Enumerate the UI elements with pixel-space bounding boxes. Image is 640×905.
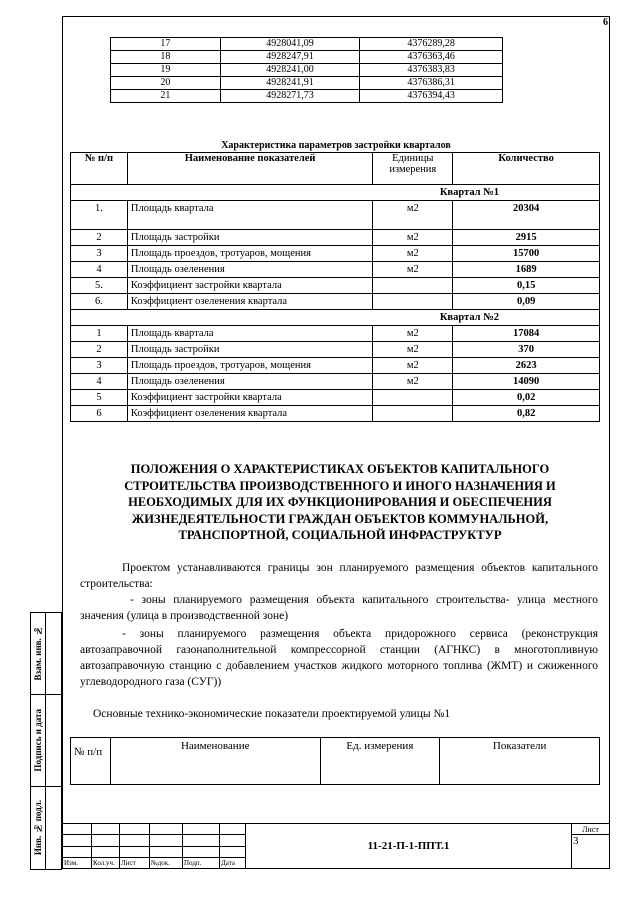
coordinate-cell-x: 4928041,09: [220, 38, 360, 51]
param-cell-name: Площадь квартала: [127, 201, 372, 230]
param-cell-qty: 17084: [453, 326, 600, 342]
block-header-row: [71, 310, 600, 326]
param-cell-name: Коэффициент застройки квартала: [127, 278, 372, 294]
coordinates-table: [110, 37, 503, 103]
param-cell-unit: [373, 406, 453, 422]
param-cell-qty: 370: [453, 342, 600, 358]
param-row: [71, 262, 600, 278]
param-cell-n: 1.: [71, 201, 128, 230]
param-cell-unit: [373, 294, 453, 310]
param-cell-name: Коэффициент озеленения квартала: [127, 406, 372, 422]
col-header-name: Наименование показателей: [127, 153, 372, 185]
param-row: [71, 246, 600, 262]
param-cell-qty: 0,09: [453, 294, 600, 310]
param-row: [71, 406, 600, 422]
coordinate-cell-y: 4376386,31: [360, 77, 503, 90]
coordinate-cell-n: 21: [111, 90, 221, 103]
param-cell-unit: м2: [373, 230, 453, 246]
stamp-label-izm: Изм.: [63, 857, 92, 868]
zone-item-1: - зоны планируемого размещения объекта капитального строительства- улица местного значения (улица в производственной зоне): [80, 594, 598, 622]
approval-sidebar: [30, 612, 62, 869]
coordinate-cell-x: 4928241,91: [220, 77, 360, 90]
tep-header-name: Наименование: [110, 738, 320, 785]
param-cell-qty: 20304: [453, 201, 600, 230]
sidebar-podpis-label: Подпись и дата: [32, 709, 43, 772]
coordinate-cell-n: 20: [111, 77, 221, 90]
param-cell-n: 3: [71, 246, 128, 262]
param-row: [71, 358, 600, 374]
param-row: [71, 294, 600, 310]
stamp-label-podp: Подп.: [183, 857, 220, 868]
coordinate-cell-x: 4928271,73: [220, 90, 360, 103]
param-cell-n: 5.: [71, 278, 128, 294]
coordinate-cell-y: 4376363,46: [360, 51, 503, 64]
page-number: 6: [603, 17, 608, 28]
tep-header-value: Показатели: [440, 738, 600, 785]
coordinate-cell-x: 4928241,00: [220, 64, 360, 77]
param-row: [71, 374, 600, 390]
coordinate-cell-x: 4928247,91: [220, 51, 360, 64]
param-cell-unit: м2: [373, 326, 453, 342]
param-cell-name: Площадь застройки: [127, 342, 372, 358]
stamp-label-kol: Кол.уч.: [92, 857, 120, 868]
param-cell-name: Площадь проездов, тротуаров, мощения: [127, 246, 372, 262]
param-cell-qty: 0,82: [453, 406, 600, 422]
param-cell-qty: 0,15: [453, 278, 600, 294]
sidebar-vzam-label: Взам. инв. №: [32, 626, 43, 681]
param-cell-name: Площадь проездов, тротуаров, мощения: [127, 358, 372, 374]
param-cell-qty: 15700: [453, 246, 600, 262]
param-cell-n: 4: [71, 374, 128, 390]
coordinate-row: [111, 77, 503, 90]
param-cell-n: 5: [71, 390, 128, 406]
param-cell-unit: м2: [373, 246, 453, 262]
param-cell-name: Площадь озеленения: [127, 262, 372, 278]
param-cell-name: Площадь застройки: [127, 230, 372, 246]
param-cell-n: 2: [71, 230, 128, 246]
stamp-label-data: Дата: [220, 857, 246, 868]
param-cell-qty: 2915: [453, 230, 600, 246]
coordinate-row: [111, 38, 503, 51]
param-cell-name: Площадь квартала: [127, 326, 372, 342]
coordinate-row: [111, 90, 503, 103]
param-row: [71, 278, 600, 294]
param-cell-unit: м2: [373, 262, 453, 278]
param-cell-qty: 0,02: [453, 390, 600, 406]
param-cell-unit: [373, 278, 453, 294]
coordinate-cell-n: 18: [111, 51, 221, 64]
coordinate-cell-y: 4376394,43: [360, 90, 503, 103]
coordinate-cell-n: 19: [111, 64, 221, 77]
col-header-qty: Количество: [453, 153, 600, 185]
block-header-row: [71, 185, 600, 201]
params-table: [70, 152, 600, 422]
tep-table: [70, 737, 600, 785]
col-header-unit: Единицы измерения: [373, 153, 453, 185]
param-row: [71, 201, 600, 230]
tep-caption: Основные технико-экономические показатели проектируемой улицы №1: [93, 708, 451, 720]
stamp-label-list: Лист: [120, 857, 150, 868]
params-table-title: Характеристика параметров застройки кварталов: [221, 140, 451, 151]
title-block: [62, 823, 610, 869]
block-label: Квартал №1: [71, 185, 600, 201]
coordinate-row: [111, 64, 503, 77]
param-row: [71, 390, 600, 406]
sheet-number: 3: [572, 835, 610, 869]
param-cell-name: Площадь озеленения: [127, 374, 372, 390]
param-cell-unit: м2: [373, 374, 453, 390]
intro-paragraph: Проектом устанавливаются границы зон планируемого размещения объектов капитального строительства:: [80, 562, 598, 590]
param-cell-n: 6.: [71, 294, 128, 310]
tep-header-num: № п/п: [71, 738, 111, 785]
section-heading: ПОЛОЖЕНИЯ О ХАРАКТЕРИСТИКАХ ОБЪЕКТОВ КАПИТАЛЬНОГО СТРОИТЕЛЬСТВА ПРОИЗВОДСТВЕННОГО И ИНОГО НАЗНАЧЕНИЯ И НЕОБХОДИМЫХ ДЛЯ ИХ ФУНКЦИОНИРОВАНИЯ И ОБЕСПЕЧЕНИЯ ЖИЗНЕДЕЯТЕЛЬНОСТИ ГРАЖДАН ОБЪЕКТОВ КОММУНАЛЬНОЙ, ТРАНСПОРТНОЙ, СОЦИАЛЬНОЙ ИНФРАСТРУКТУР: [124, 462, 556, 542]
param-row: [71, 326, 600, 342]
param-cell-n: 2: [71, 342, 128, 358]
coordinate-cell-y: 4376383,83: [360, 64, 503, 77]
col-header-num: № п/п: [71, 153, 128, 185]
param-cell-unit: м2: [373, 201, 453, 230]
stamp-label-ndok: №док.: [150, 857, 183, 868]
sidebar-inv-label: Инв. № подл.: [32, 800, 43, 856]
param-cell-n: 1: [71, 326, 128, 342]
param-cell-name: Коэффициент застройки квартала: [127, 390, 372, 406]
param-cell-unit: м2: [373, 358, 453, 374]
param-cell-qty: 14090: [453, 374, 600, 390]
param-row: [71, 230, 600, 246]
coordinate-row: [111, 51, 503, 64]
param-cell-name: Коэффициент озеленения квартала: [127, 294, 372, 310]
param-row: [71, 342, 600, 358]
coordinate-cell-y: 4376289,28: [360, 38, 503, 51]
zone-item-2: - зоны планируемого размещения объекта придорожного сервиса (реконструкция автозаправочной газонаполнительной компрессорной станции (АГНКС) в многотопливную автозаправочную станцию с добавлением участков жидкого моторного топлива (ЖМТ) и сжиженного углеводородного газа (СУГ)): [80, 628, 598, 688]
tep-header-unit: Ед. измерения: [320, 738, 440, 785]
coordinate-cell-n: 17: [111, 38, 221, 51]
param-cell-unit: м2: [373, 342, 453, 358]
document-code: 11-21-П-1-ППТ.1: [246, 824, 572, 869]
param-cell-qty: 2623: [453, 358, 600, 374]
param-cell-n: 4: [71, 262, 128, 278]
param-cell-n: 6: [71, 406, 128, 422]
param-cell-qty: 1689: [453, 262, 600, 278]
param-cell-n: 3: [71, 358, 128, 374]
sheet-label: Лист: [572, 824, 610, 835]
param-cell-unit: [373, 390, 453, 406]
block-label: Квартал №2: [71, 310, 600, 326]
